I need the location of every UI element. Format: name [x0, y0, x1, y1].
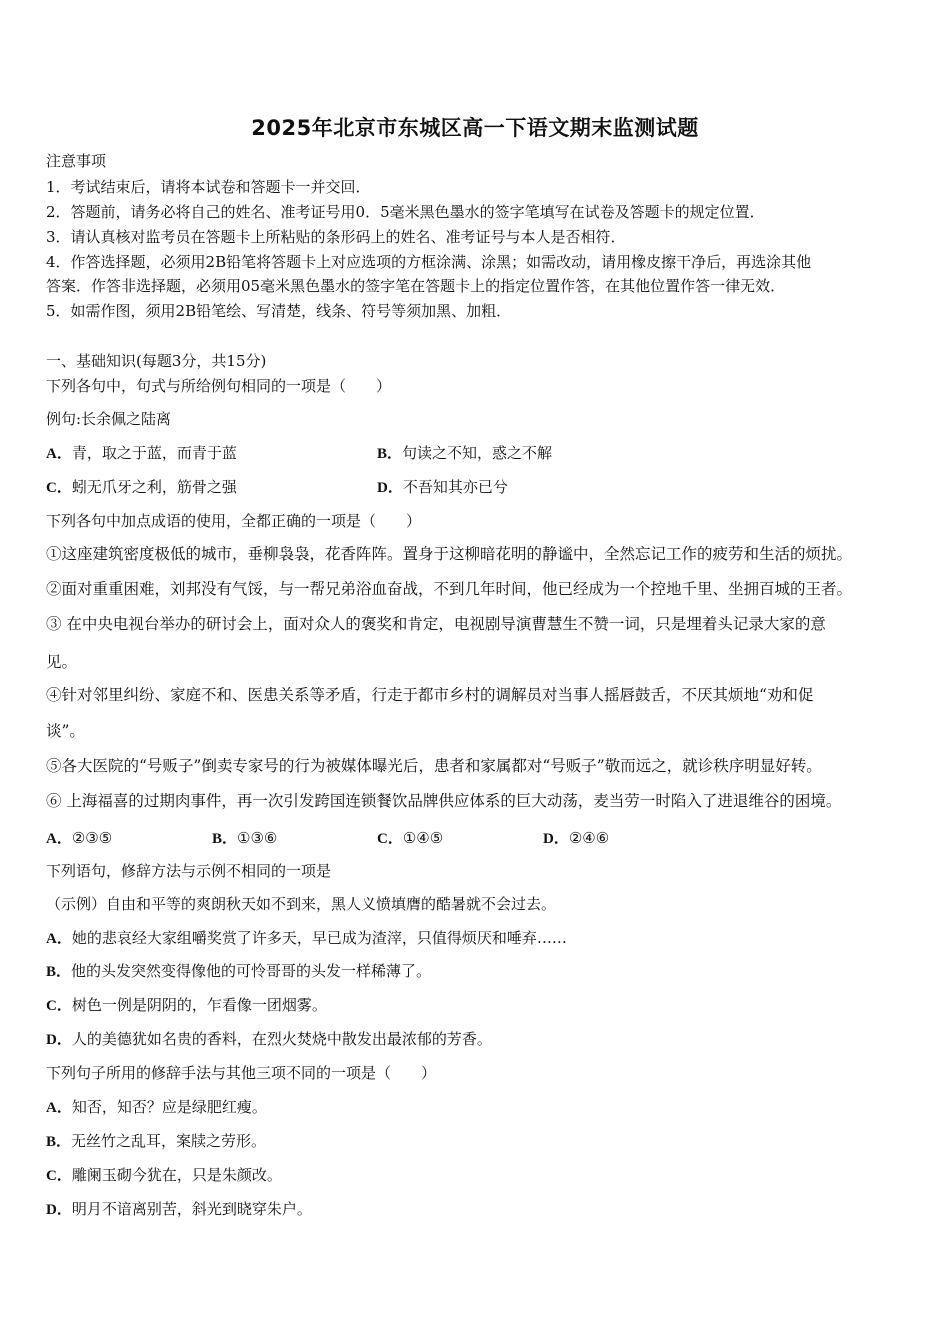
option-text: 树色一例是阴阴的，乍看像一团烟雾。: [71, 996, 327, 1014]
question-3-stem: 下列语句，修辞方法与示例不相同的一项是: [46, 862, 332, 880]
option-label: A．: [46, 446, 72, 462]
question-1-example: 例句:长余佩之陆离: [46, 410, 172, 428]
option-label: B．: [212, 831, 238, 847]
option-label: D．: [543, 831, 569, 847]
question-2-line: ④针对邻里纠纷、家庭不和、医患关系等矛盾，行走于都市乡村的调解员对当事人摇唇鼓舌，不厌其烦地“劝和促: [46, 686, 814, 704]
question-1-option-a: [46, 443, 237, 464]
option-text: 人的美德犹如名贵的香料，在烈火焚烧中散发出最浓郁的芳香。: [71, 1030, 492, 1048]
question-1-stem: 下列各句中，句式与所给例句相同的一项是（ ）: [46, 377, 392, 395]
notice-item: 答案．作答非选择题，必须用05毫米黑色墨水的签字笔在答题卡上的指定位置作答，在其他位置作答一律无效．: [46, 277, 786, 295]
option-label: C．: [46, 480, 72, 496]
option-label: D．: [46, 1032, 72, 1048]
option-label: A．: [46, 1100, 72, 1116]
question-3-option-b: [46, 961, 431, 982]
option-label: C．: [377, 831, 403, 847]
option-label: C．: [46, 998, 72, 1014]
option-label: D．: [377, 480, 403, 496]
question-4-option-b: [46, 1131, 266, 1152]
notice-item: 1．考试结束后，请将本试卷和答题卡一并交回．: [46, 178, 371, 196]
notice-item: 3．请认真核对监考员在答题卡上所粘贴的条形码上的姓名、准考证号与本人是否相符．: [46, 228, 626, 246]
question-2-option-a: [46, 828, 112, 849]
question-1-option-b: [377, 443, 552, 464]
question-1-option-c: [46, 477, 237, 498]
question-2-line: 谈”。: [46, 722, 85, 740]
question-4-option-a: [46, 1097, 267, 1118]
page-title: 2025年北京市东城区高一下语文期末监测试题: [251, 116, 699, 140]
question-2-line: ③ 在中央电视台举办的研讨会上，面对众人的褒奖和肯定，电视剧导演曹慧生不赞一词，只是埋着头记录大家的意: [46, 615, 826, 633]
question-2-line: ②面对重重困难，刘邦没有气馁，与一帮兄弟浴血奋战，不到几年时间，他已经成为一个控地千里、坐拥百城的王者。: [46, 580, 853, 598]
option-text: 雕阑玉砌今犹在，只是朱颜改。: [71, 1166, 282, 1184]
notice-heading: 注意事项: [46, 152, 107, 170]
option-text: 他的头发突然变得像他的可怜哥哥的头发一样稀薄了。: [71, 962, 432, 980]
option-label: D．: [46, 1202, 72, 1218]
notice-item: 2．答题前，请务必将自己的姓名、准考证号用0．5毫米黑色墨水的签字笔填写在试卷及答题卡的规定位置．: [46, 203, 765, 221]
option-label: B．: [377, 446, 403, 462]
option-label: A．: [46, 931, 72, 947]
option-text: 知否，知否？应是绿肥红瘦。: [71, 1098, 267, 1116]
question-3-option-c: [46, 995, 327, 1016]
option-text: 句读之不知，惑之不解: [402, 444, 553, 462]
question-3-option-a: [46, 928, 567, 949]
option-label: B．: [46, 964, 72, 980]
question-2-line: ⑥ 上海福喜的过期肉事件，再一次引发跨国连锁餐饮品牌供应体系的巨大动荡，麦当劳一时陷入了进退维谷的困境。: [46, 792, 842, 810]
option-text: ②④⑥: [568, 829, 610, 847]
question-4-stem: 下列句子所用的修辞手法与其他三项不同的一项是（ ）: [46, 1064, 437, 1082]
section-heading: 一、基础知识(每题3分，共15分): [46, 352, 267, 370]
option-text: ①④⑤: [402, 829, 444, 847]
question-3-example: （示例）自由和平等的爽朗秋天如不到来，黑人义愤填膺的酷暑就不会过去。: [46, 895, 557, 913]
notice-item: 5．如需作图，须用2B铅笔绘、写清楚，线条、符号等须加黑、加粗．: [46, 302, 512, 320]
option-text: 蚓无爪牙之利，筋骨之强: [71, 478, 237, 496]
notice-item: 4．作答选择题，必须用2B铅笔将答题卡上对应选项的方框涂满、涂黑；如需改动，请用橡皮擦干净后，再选涂其他: [46, 253, 812, 271]
option-text: 她的悲哀经大家组嚼奖赏了许多天，早已成为渣滓，只值得烦厌和唾弃……: [71, 929, 567, 947]
option-text: ②③⑤: [71, 829, 113, 847]
question-2-option-c: [377, 828, 443, 849]
question-2-option-d: [543, 828, 609, 849]
question-4-option-c: [46, 1165, 282, 1186]
option-text: 青，取之于蓝，而青于蓝: [71, 444, 237, 462]
question-2-stem: 下列各句中加点成语的使用，全都正确的一项是（ ）: [46, 512, 422, 530]
option-label: B．: [46, 1134, 72, 1150]
question-2-line: ①这座建筑密度极低的城市，垂柳袅袅，花香阵阵。置身于这柳暗花明的静谧中，全然忘记工作的疲劳和生活的烦扰。: [46, 545, 853, 563]
option-text: 不吾知其亦已兮: [402, 478, 508, 496]
option-text: 明月不谙离别苦，斜光到晓穿朱户。: [71, 1200, 312, 1218]
question-2-line: ⑤各大医院的“号贩子”倒卖专家号的行为被媒体曝光后，患者和家属都对“号贩子”敬而远之，就诊秩序明显好转。: [46, 757, 822, 775]
option-label: C．: [46, 1168, 72, 1184]
option-label: A．: [46, 831, 72, 847]
question-3-option-d: [46, 1029, 492, 1050]
question-2-option-b: [212, 828, 277, 849]
question-2-line: 见。: [46, 653, 78, 671]
option-text: 无丝竹之乱耳，案牍之劳形。: [71, 1132, 267, 1150]
question-1-option-d: [377, 477, 508, 498]
option-text: ①③⑥: [237, 829, 278, 847]
question-4-option-d: [46, 1199, 312, 1220]
